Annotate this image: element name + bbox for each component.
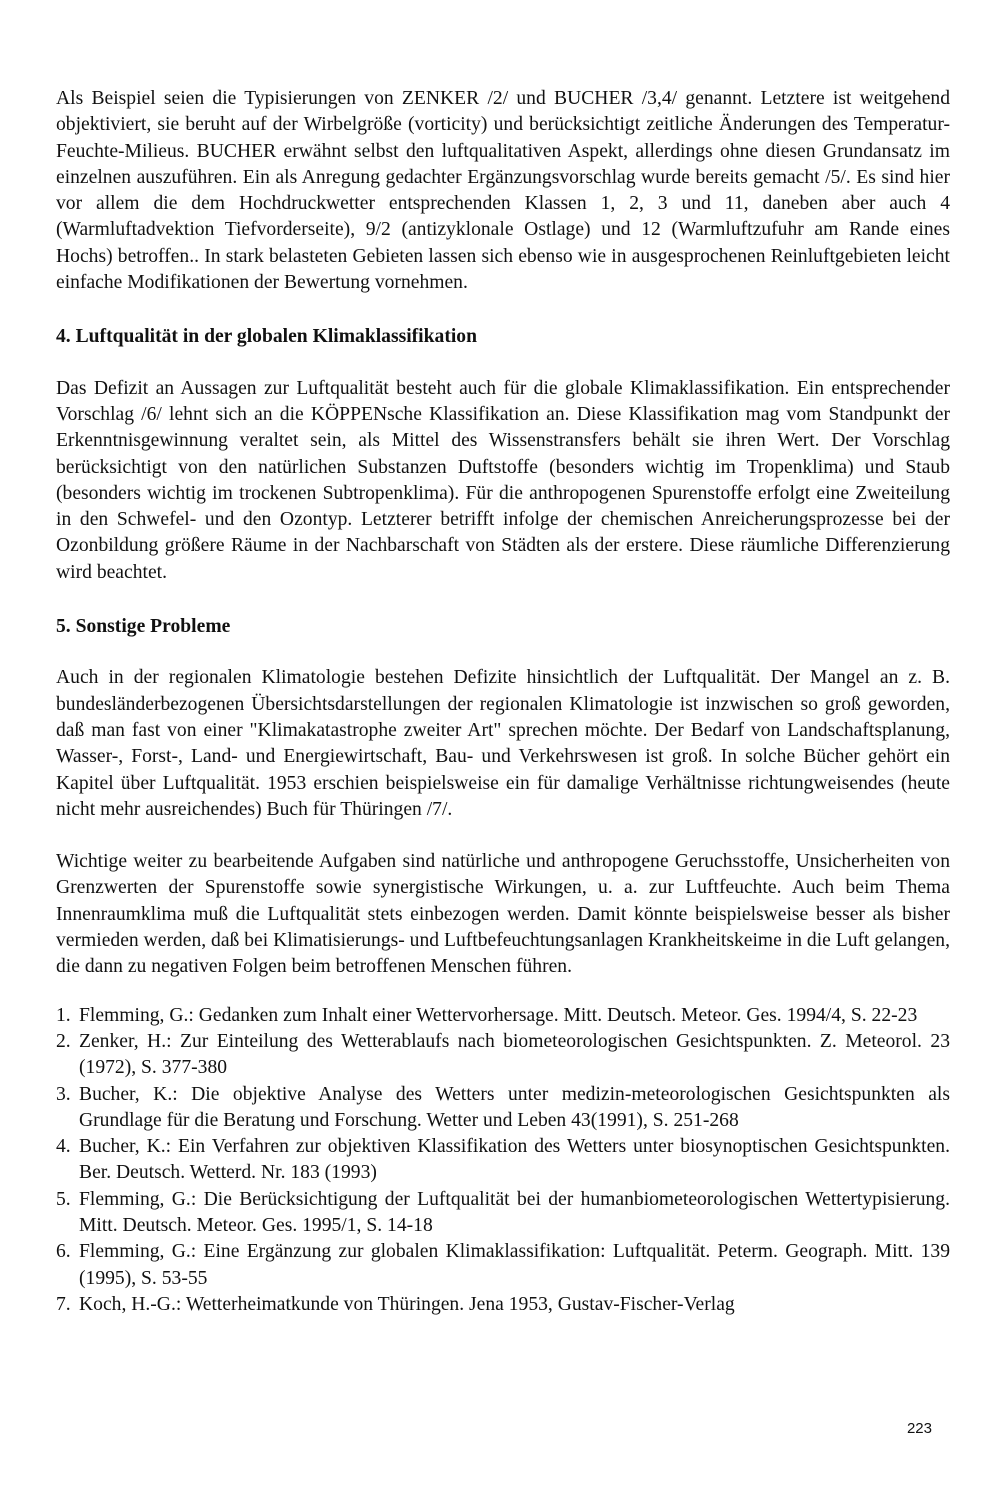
section-5-paragraph-2: Wichtige weiter zu bearbeitende Aufgaben sind natürliche und anthropogene Geruchsstoffe, Unsicherheiten von Grenzwerten der Spurenstoffe sowie synergistische Wirkungen, u. a. zur Luftfeuchte. Auch beim Thema Innenraumklima muß die Luftqualität stets einbezogen werden. Damit könnte beispielsweise besser als bisher vermieden werden, daß bei Klimatisierungs- und Luftbefeuchtungsanlagen Krankheitskeime in die Luft gelangen, die dann zu negativen Folgen beim betroffenen Menschen führen. — [56, 851, 950, 978]
reference-item — [56, 1134, 950, 1187]
reference-number: 1. — [56, 1004, 71, 1026]
intro-paragraph: Als Beispiel seien die Typisierungen von ZENKER /2/ und BUCHER /3,4/ genannt. Letztere ist weitgehend objektiviert, sie beruht auf der Wirbelgröße (vorticity) und berücksichtigt zeitliche Änderungen des Temperatur-Feuchte-Milieus. BUCHER erwähnt selbst den luftqualitativen Aspekt, allerdings ohne diesen Grundansatz im einzelnen auszuführen. Ein als Anregung gedachter Ergänzungsvorschlag wurde bereits gemacht /5/. Es sind hier vor allem die dem Hochdruckwetter entsprechenden Klassen 1, 2, 3 und 11, daneben aber auch 4 (Warmluftadvektion Tiefvorderseite), 9/2 (antizyklonale Ostlage) und 12 (Warmluftzufuhr am Rande eines Hochs) betroffen.. In stark belasteten Gebieten lassen sich ebenso wie in ausgesprochenen Reinluftgebieten leicht einfache Modifikationen der Bewertung vornehmen. — [56, 88, 950, 294]
reference-text: Zenker, H.: Zur Einteilung des Wetterablaufs nach biometeorologischen Gesichtspunkten. Z. Meteorol. 23 (1972), S. 377-380 — [79, 1030, 950, 1079]
reference-item — [56, 1187, 950, 1240]
reference-text: Bucher, K.: Ein Verfahren zur objektiven Klassifikation des Wetters unter biosynoptischen Gesichtspunkten. Ber. Deutsch. Wetterd. Nr. 183 (1993) — [79, 1136, 950, 1184]
reference-item — [56, 1239, 950, 1292]
reference-text: Bucher, K.: Die objektive Analyse des Wetters unter medizin-meteorologischen Gesichtspunkten als Grundlage für die Beratung und Forschung. Wetter und Leben 43(1991), S. 251-268 — [79, 1083, 950, 1131]
reference-text: Flemming, G.: Gedanken zum Inhalt einer Wettervorhersage. Mitt. Deutsch. Meteor. Ges. 1994/4, S. 22-23 — [79, 1004, 918, 1026]
section-5-paragraph-1: Auch in der regionalen Klimatologie bestehen Defizite hinsichtlich der Luftqualität. Der Mangel an z. B. bundesländerbezogenen Übersichtsdarstellungen der regionalen Klimatologie ist inzwischen so groß geworden, daß man fast von einer "Klimakatastrophe zweiter Art" sprechen möchte. Der Bedarf von Landschaftsplanung, Wasser-, Forst-, Land- und Energiewirtschaft, Bau- und Verkehrswesen ist groß. In solche Bücher gehört ein Kapitel über Luftqualität. 1953 erschien beispielsweise ein für damalige Verhältnisse richtungweisendes (heute nicht mehr ausreichendes) Buch für Thüringen /7/. — [56, 667, 950, 820]
reference-text: Koch, H.-G.: Wetterheimatkunde von Thüringen. Jena 1953, Gustav-Fischer-Verlag — [79, 1293, 735, 1315]
reference-number: 7. — [56, 1293, 71, 1315]
reference-number: 5. — [56, 1188, 71, 1210]
reference-number: 3. — [56, 1083, 71, 1105]
reference-list — [56, 1003, 950, 1319]
section-4-paragraph: Das Defizit an Aussagen zur Luftqualität besteht auch für die globale Klimaklassifikation. Ein entsprechender Vorschlag /6/ lehnt sich an die KÖPPENsche Klassifikation an. Diese Klassifikation mag vom Standpunkt der Erkenntnisgewinnung veraltet sein, als Mittel des Wissenstransfers behält sie ihren Wert. Der Vorschlag berücksichtigt von den natürlichen Substanzen Duftstoffe (besonders wichtig im Tropenklima) und Staub (besonders wichtig im trockenen Subtropenklima). Für die anthropogenen Spurenstoffe erfolgt eine Zweiteilung in den Schwefel- und den Ozontyp. Letzterer betrifft infolge der chemischen Anreicherungsprozesse bei der Ozonbildung größere Räume in der Nachbarschaft von Städten als der erstere. Diese räumliche Differenzierung wird beachtet. — [56, 377, 950, 583]
reference-number: 6. — [56, 1241, 71, 1263]
reference-text: Flemming, G.: Die Berücksichtigung der Luftqualität bei der humanbiometeorologischen Wettertypisierung. Mitt. Deutsch. Meteor. Ges. 1995/1, S. 14-18 — [79, 1188, 950, 1236]
reference-item — [56, 1003, 950, 1029]
page-number: 223 — [906, 1420, 932, 1437]
reference-number: 4. — [56, 1136, 71, 1158]
section-5-heading: 5. Sonstige Probleme — [56, 616, 231, 638]
reference-item — [56, 1292, 950, 1318]
page-content — [56, 86, 950, 1318]
section-4-heading: 4. Luftqualität in der globalen Klimaklassifikation — [56, 326, 477, 348]
reference-text: Flemming, G.: Eine Ergänzung zur globalen Klimaklassifikation: Luftqualität. Peterm. Geograph. Mitt. 139 (1995), S. 53-55 — [79, 1241, 950, 1289]
reference-number: 2. — [56, 1030, 71, 1052]
reference-item — [56, 1029, 950, 1082]
reference-item — [56, 1082, 950, 1135]
